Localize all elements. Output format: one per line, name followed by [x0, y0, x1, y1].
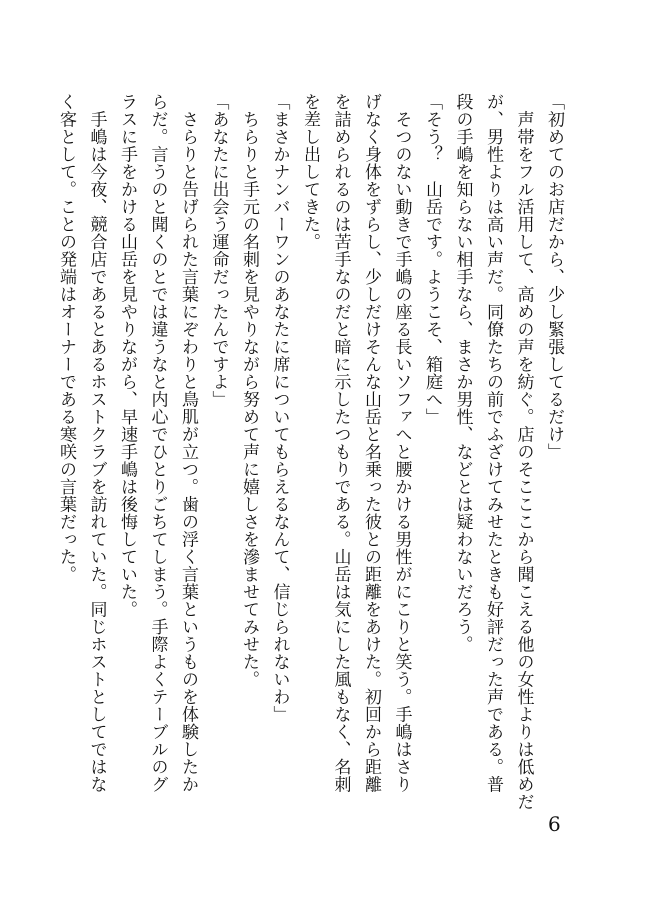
- text-line: そつのない動きで手嶋の座る長いソファへと腰かける男性がにこりと笑う。手嶋はさり: [391, 93, 412, 793]
- text-line: 「そう？ 山岳です。ようこそ、箱庭へ」: [422, 93, 442, 426]
- text-line: ちらりと手元の名刺を見やりながら努めて声に嬉しさを滲ませてみせた。: [239, 93, 259, 688]
- text-line: が、男性よりは高い声だ。同僚たちの前でふざけてみせたときも好評だった声である。普: [483, 93, 503, 793]
- text-line: げなく身体をずらし、少しだけそんな山岳と名乗った彼との距離をあけた。初回から距離: [361, 93, 381, 793]
- text-line: を差し出してきた。: [300, 93, 320, 251]
- text-line: く客として。ことの発端はオーナーである寒咲の言葉だった。: [56, 93, 76, 583]
- text-line: らだ。言うのと聞くのとでは違うなと内心でひとりごちてしまう。手際よくテーブルのグ: [147, 93, 168, 793]
- text-line: 「あなたに出会う運命だったんですよ」: [208, 93, 229, 408]
- text-line: ラスに手をかける山岳を見やりながら、早速手嶋は後悔していた。: [117, 93, 137, 618]
- text-line: を詰められるのは苦手なのだと暗に示したつもりである。山岳は気にした風もなく、名刺: [330, 93, 351, 793]
- page-number: 6: [548, 812, 561, 836]
- text-line: さらりと告げられた言葉にぞわりと鳥肌が立つ。歯の浮く言葉というものを体験したか: [178, 93, 198, 793]
- text-line: 声帯をフル活用して、高めの声を紡ぐ。店のそこここから聞こえる他の女性よりは低めだ: [513, 93, 534, 811]
- text-line: 「まさかナンバーワンのあなたに席についてもらえるなんて、信じられないわ」: [269, 93, 290, 723]
- text-line: 「初めてのお店だから、少し緊張してるだけ」: [544, 93, 564, 461]
- text-line: 手嶋は今夜、競合店であるとあるホストクラブを訪れていた。同じホストとしてではな: [86, 93, 107, 793]
- vertical-text-body: [51, 93, 570, 811]
- text-line: 段の手嶋を知らない相手なら、まさか男性、などとは疑わないだろう。: [452, 93, 473, 653]
